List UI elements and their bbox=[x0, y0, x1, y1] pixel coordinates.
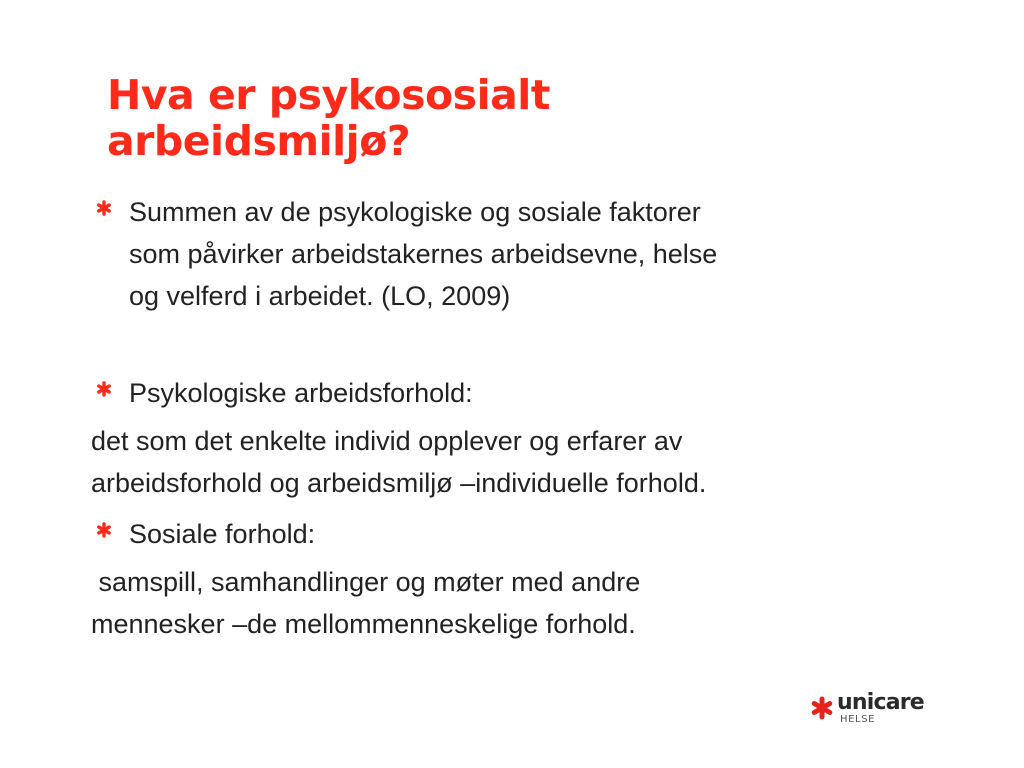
bullet-1-line-1: Summen av de psykologiske og sosiale faktorer bbox=[129, 197, 701, 227]
bullet-2-body-line-1: det som det enkelte individ opplever og erfarer av bbox=[91, 426, 683, 456]
bullet-2-heading: Psykologiske arbeidsforhold: bbox=[129, 378, 473, 408]
asterisk-bullet-icon bbox=[96, 200, 112, 216]
asterisk-logo-icon bbox=[810, 696, 834, 720]
bullet-1-line-3: og velferd i arbeidet. (LO, 2009) bbox=[129, 281, 511, 311]
logo-name: unicare bbox=[837, 690, 924, 715]
bullet-1-line-2: som påvirker arbeidstakernes arbeidsevne, helse bbox=[129, 239, 718, 269]
slide-title-line-1: Hva er psykososialt bbox=[107, 71, 550, 119]
logo-subtitle: HELSE bbox=[840, 714, 876, 725]
bullet-3-heading: Sosiale forhold: bbox=[129, 519, 316, 549]
asterisk-bullet-icon bbox=[96, 522, 112, 538]
bullet-3-body-line-2: mennesker –de mellommenneskelige forhold. bbox=[91, 609, 636, 639]
unicare-logo bbox=[810, 690, 940, 730]
asterisk-bullet-icon bbox=[96, 381, 112, 397]
slide-title-line-2: arbeidsmiljø? bbox=[107, 117, 411, 165]
bullet-3-body-line-1: samspill, samhandlinger og møter med andre bbox=[91, 567, 641, 597]
bullet-2-body-line-2: arbeidsforhold og arbeidsmiljø –individuelle forhold. bbox=[91, 468, 707, 498]
